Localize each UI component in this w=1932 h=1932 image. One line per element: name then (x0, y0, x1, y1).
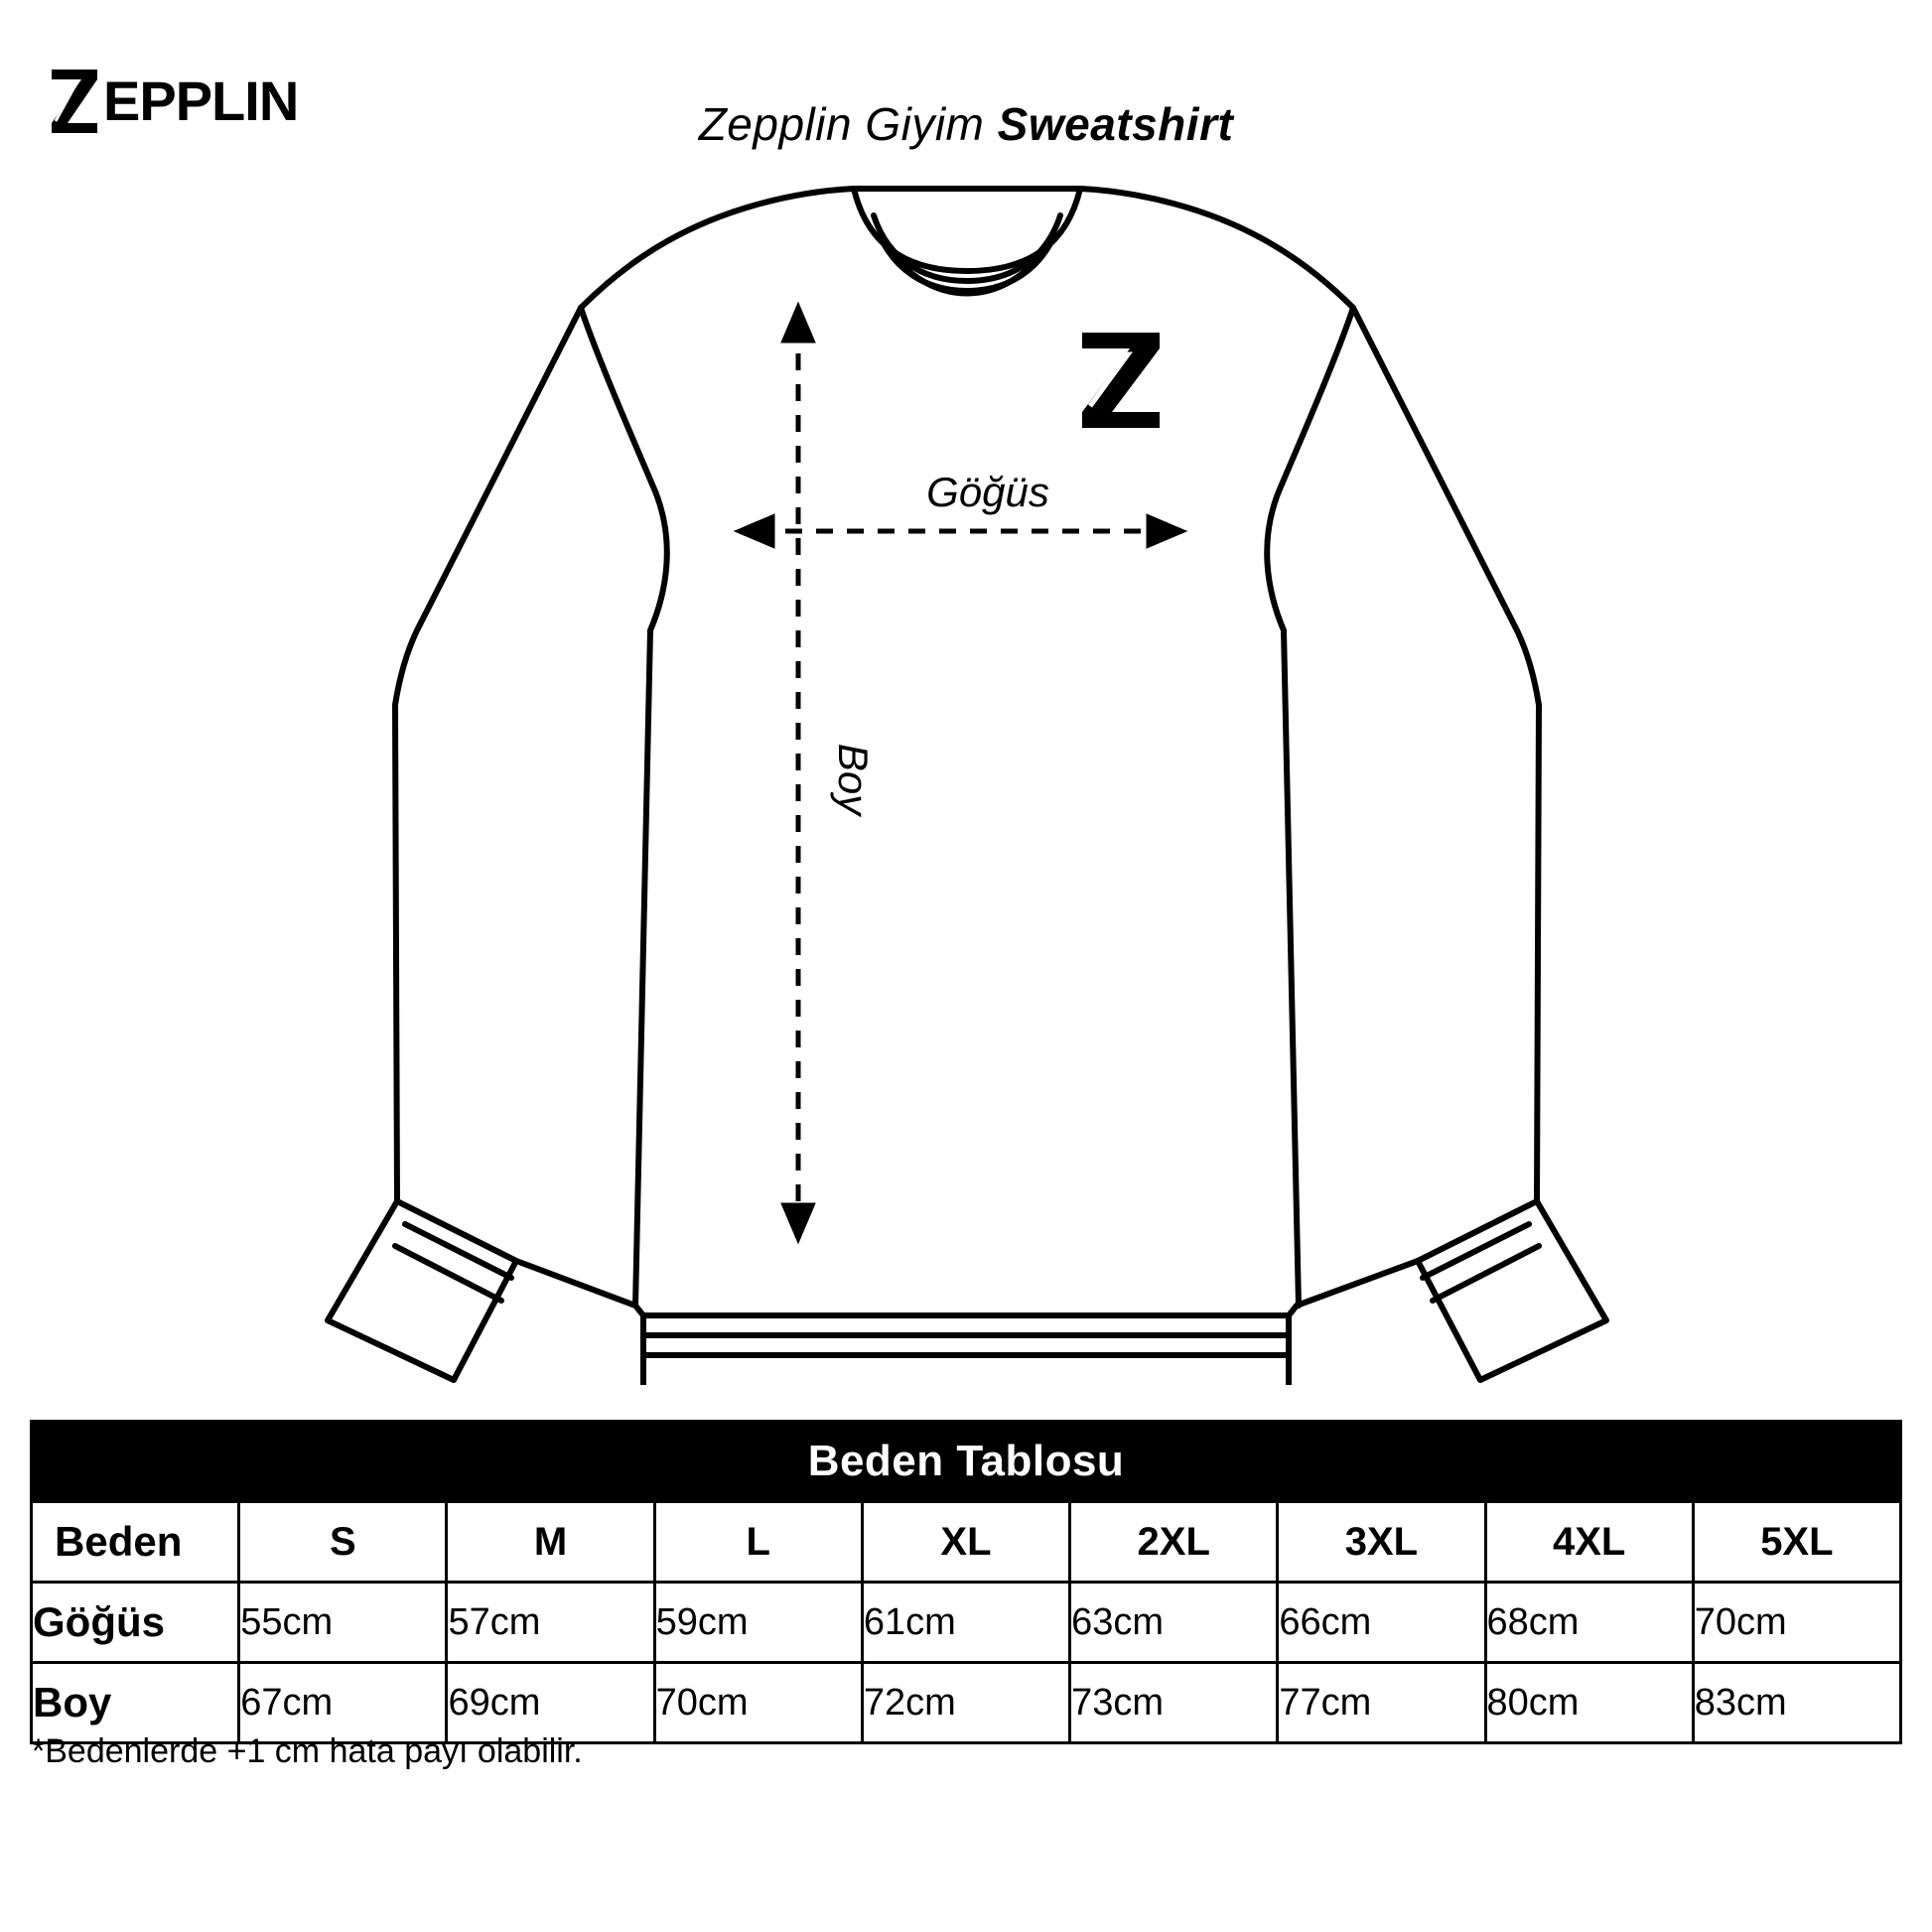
gogus-2xl: 63cm (1070, 1583, 1278, 1663)
boy-2xl: 73cm (1070, 1663, 1278, 1743)
header-size-5xl: 5XL (1693, 1502, 1900, 1583)
page-title-prefix: Zepplin Giyim (698, 98, 998, 150)
boy-m: 69cm (447, 1663, 654, 1743)
gogus-xl: 61cm (862, 1583, 1069, 1663)
boy-l: 70cm (654, 1663, 862, 1743)
header-size-m: M (447, 1502, 654, 1583)
size-table (30, 1420, 1902, 1744)
gogus-3xl: 66cm (1278, 1583, 1485, 1663)
table-title-row (32, 1422, 1901, 1502)
brand-name: EPPLIN (103, 69, 299, 132)
gogus-m: 57cm (447, 1583, 654, 1663)
header-size-4xl: 4XL (1485, 1502, 1693, 1583)
page-title (0, 97, 1932, 151)
page-title-product: Sweatshirt (997, 98, 1234, 150)
garment-zepplin-logo-icon (1082, 333, 1160, 428)
header-beden: Beden (32, 1502, 239, 1583)
header-size-s: S (239, 1502, 447, 1583)
sweatshirt-illustration (0, 164, 1932, 1385)
row-label-boy: Boy (32, 1663, 239, 1743)
boy-4xl: 80cm (1485, 1663, 1693, 1743)
length-measure-label: Boy (830, 743, 877, 816)
gogus-4xl: 68cm (1485, 1583, 1693, 1663)
header-size-3xl: 3XL (1278, 1502, 1485, 1583)
gogus-l: 59cm (654, 1583, 862, 1663)
table-row (32, 1583, 1901, 1663)
page-header (0, 40, 1932, 159)
header-size-l: L (654, 1502, 862, 1583)
gogus-s: 55cm (239, 1583, 447, 1663)
boy-xl: 72cm (862, 1663, 1069, 1743)
table-row (32, 1663, 1901, 1743)
gogus-5xl: 70cm (1693, 1583, 1900, 1663)
boy-5xl: 83cm (1693, 1663, 1900, 1743)
table-header-row (32, 1502, 1901, 1583)
size-chart (30, 1420, 1902, 1744)
header-size-xl: XL (862, 1502, 1069, 1583)
header-size-2xl: 2XL (1070, 1502, 1278, 1583)
row-label-gogus: Göğüs (32, 1583, 239, 1663)
boy-s: 67cm (239, 1663, 447, 1743)
chest-measure-label: Göğüs (926, 469, 1049, 515)
boy-3xl: 77cm (1278, 1663, 1485, 1743)
size-table-title: Beden Tablosu (32, 1422, 1901, 1502)
size-chart-footnote: *Bedenlerde +1 cm hata payı olabilir. (32, 1732, 583, 1770)
